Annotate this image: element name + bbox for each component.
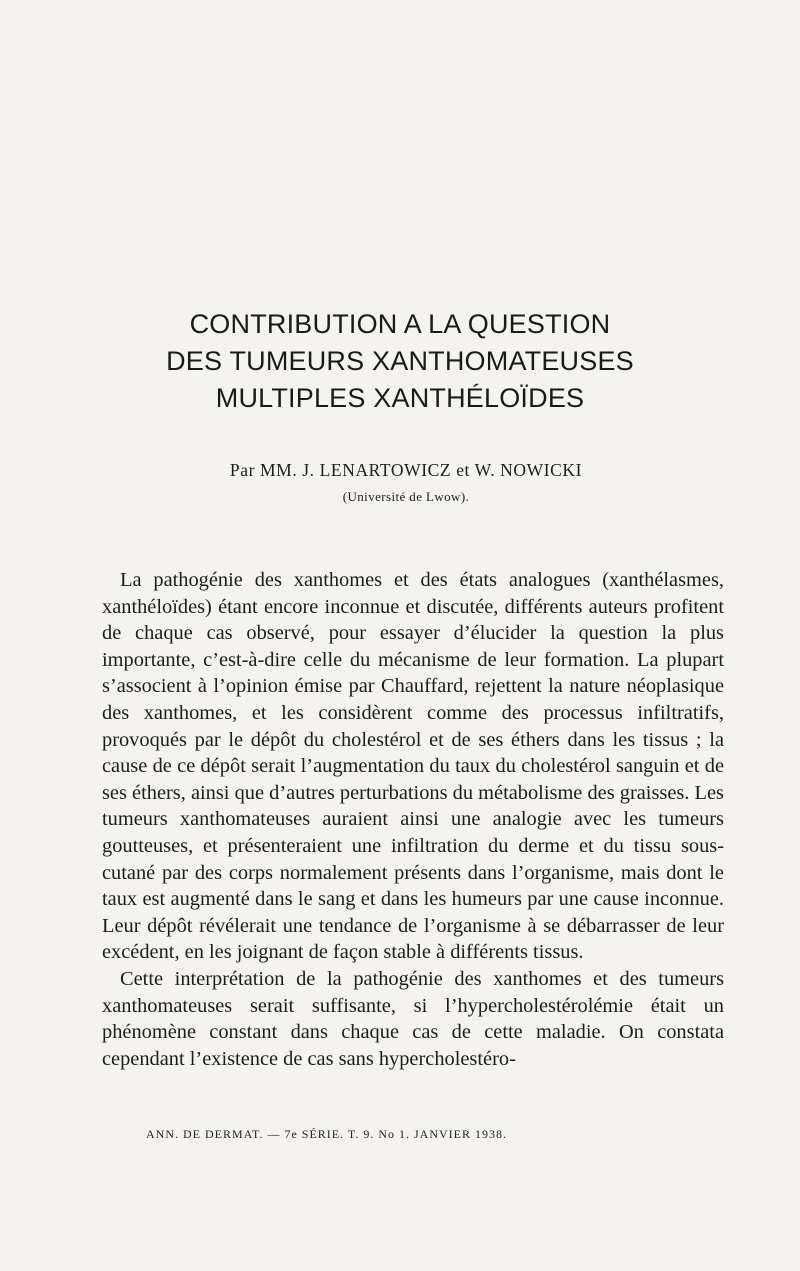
article-body [102,567,724,1072]
affiliation-line: (Université de Lwow). [342,489,470,504]
title-line-3: MULTIPLES XANTHÉLOÏDES [215,383,585,413]
paragraph-1: La pathogénie des xanthomes et des états analogues (xanthélasmes, xanthéloïdes) étant encore inconnue et discutée, différents auteurs profitent de chaque cas observé, pour essayer d’élucider la question la plus importante, c’est-à-dire celle du mécanisme de leur formation. La plupart s’associent à l’opinion émise par Chauffard, rejettent la nature néoplasique des xanthomes, et les considèrent comme des processus infiltratifs, provoqués par le dépôt du cholestérol et de ses éthers dans les tissus ; la cause de ce dépôt serait l’augmentation du taux du cholestérol sanguin et de ses éthers, ainsi que d’autres perturbations du métabolisme des graisses. Les tumeurs xanthomateuses auraient ainsi une analogie avec les tumeurs goutteuses, et présenteraient une infiltration du derme et du tissu sous-cutané par des corps normalement présents dans l’organisme, mais dont le taux est augmenté dans le sang et dans les humeurs par une cause inconnue. Leur dépôt révélerait une tendance de l’organisme à se débarrasser de leur excédent, en les joignant de façon stable à différents tissus. [102,569,724,964]
journal-footer: ANN. DE DERMAT. — 7e SÉRIE. T. 9. No 1. JANVIER 1938. [146,1127,507,1141]
title-line-2: DES TUMEURS XANTHOMATEUSES [166,346,634,376]
article-title [0,306,800,417]
title-line-1: CONTRIBUTION A LA QUESTION [189,309,611,339]
paragraph-2: Cette interprétation de la pathogénie des xanthomes et des tumeurs xanthomateuses serait suffisante, si l’hypercholestérolémie était un phénomène constant dans chaque cas de cette maladie. On constata cependant l’existence de cas sans hypercholestéro- [102,967,724,1070]
authors-line: Par MM. J. LENARTOWICZ et W. NOWICKI [229,460,583,480]
